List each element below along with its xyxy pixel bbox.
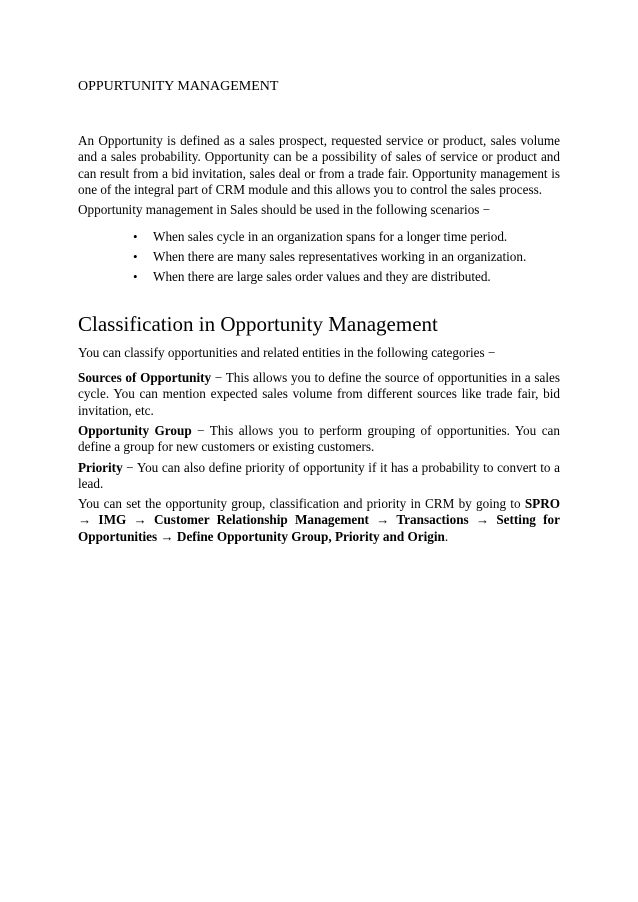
list-item <box>78 269 560 289</box>
priority-text: − You can also define priority of opportunity if it has a probability to convert to a lead. <box>78 460 560 492</box>
priority-paragraph <box>78 460 560 493</box>
scenarios-list <box>78 229 560 289</box>
setting-path: SPRO → IMG → Customer Relationship Management → Transactions → Setting for Opportunities → Define Opportunity Group, Priority and Origin <box>78 496 560 544</box>
bullet-icon: • <box>133 269 138 284</box>
group-term: Opportunity Group <box>78 423 192 438</box>
list-item-text: When there are many sales representatives working in an organization. <box>153 249 527 264</box>
sources-paragraph <box>78 370 560 419</box>
list-item <box>78 249 560 269</box>
setting-text: You can set the opportunity group, classification and priority in CRM by going to <box>78 496 525 511</box>
priority-term: Priority <box>78 460 123 475</box>
setting-end: . <box>444 528 449 544</box>
list-item-text: When there are large sales order values and they are distributed. <box>153 269 491 284</box>
bullet-icon: • <box>133 229 138 244</box>
group-text: − This allows you to perform grouping of opportunities. You can define a group for new customers or existing customers. <box>78 423 560 455</box>
scenarios-intro-paragraph: Opportunity management in Sales should be used in the following scenarios − <box>78 202 491 217</box>
intro-paragraph: An Opportunity is defined as a sales prospect, requested service or product, sales volume and a sales probability. Opportunity can be a possibility of sales of service or product and can result from a bid invitation, sales deal or from a trade fair. Opportunity management is one of the integral part of CRM module and this allows you to control the sales process. <box>78 133 560 198</box>
document-title: OPPURTUNITY MANAGEMENT <box>78 79 279 94</box>
sources-text: − This allows you to define the source of opportunities in a sales cycle. You can mention expected sales volume from different sources like trade fair, bid invitation, etc. <box>78 370 560 418</box>
section-heading: Classification in Opportunity Management <box>78 312 438 336</box>
list-item <box>78 229 560 249</box>
group-paragraph <box>78 423 560 456</box>
list-item-text: When sales cycle in an organization spans for a longer time period. <box>153 229 508 244</box>
bullet-icon: • <box>133 249 138 264</box>
sources-term: Sources of Opportunity <box>78 370 212 385</box>
setting-paragraph <box>78 496 560 545</box>
classify-intro-paragraph: You can classify opportunities and related entities in the following categories − <box>78 345 496 360</box>
